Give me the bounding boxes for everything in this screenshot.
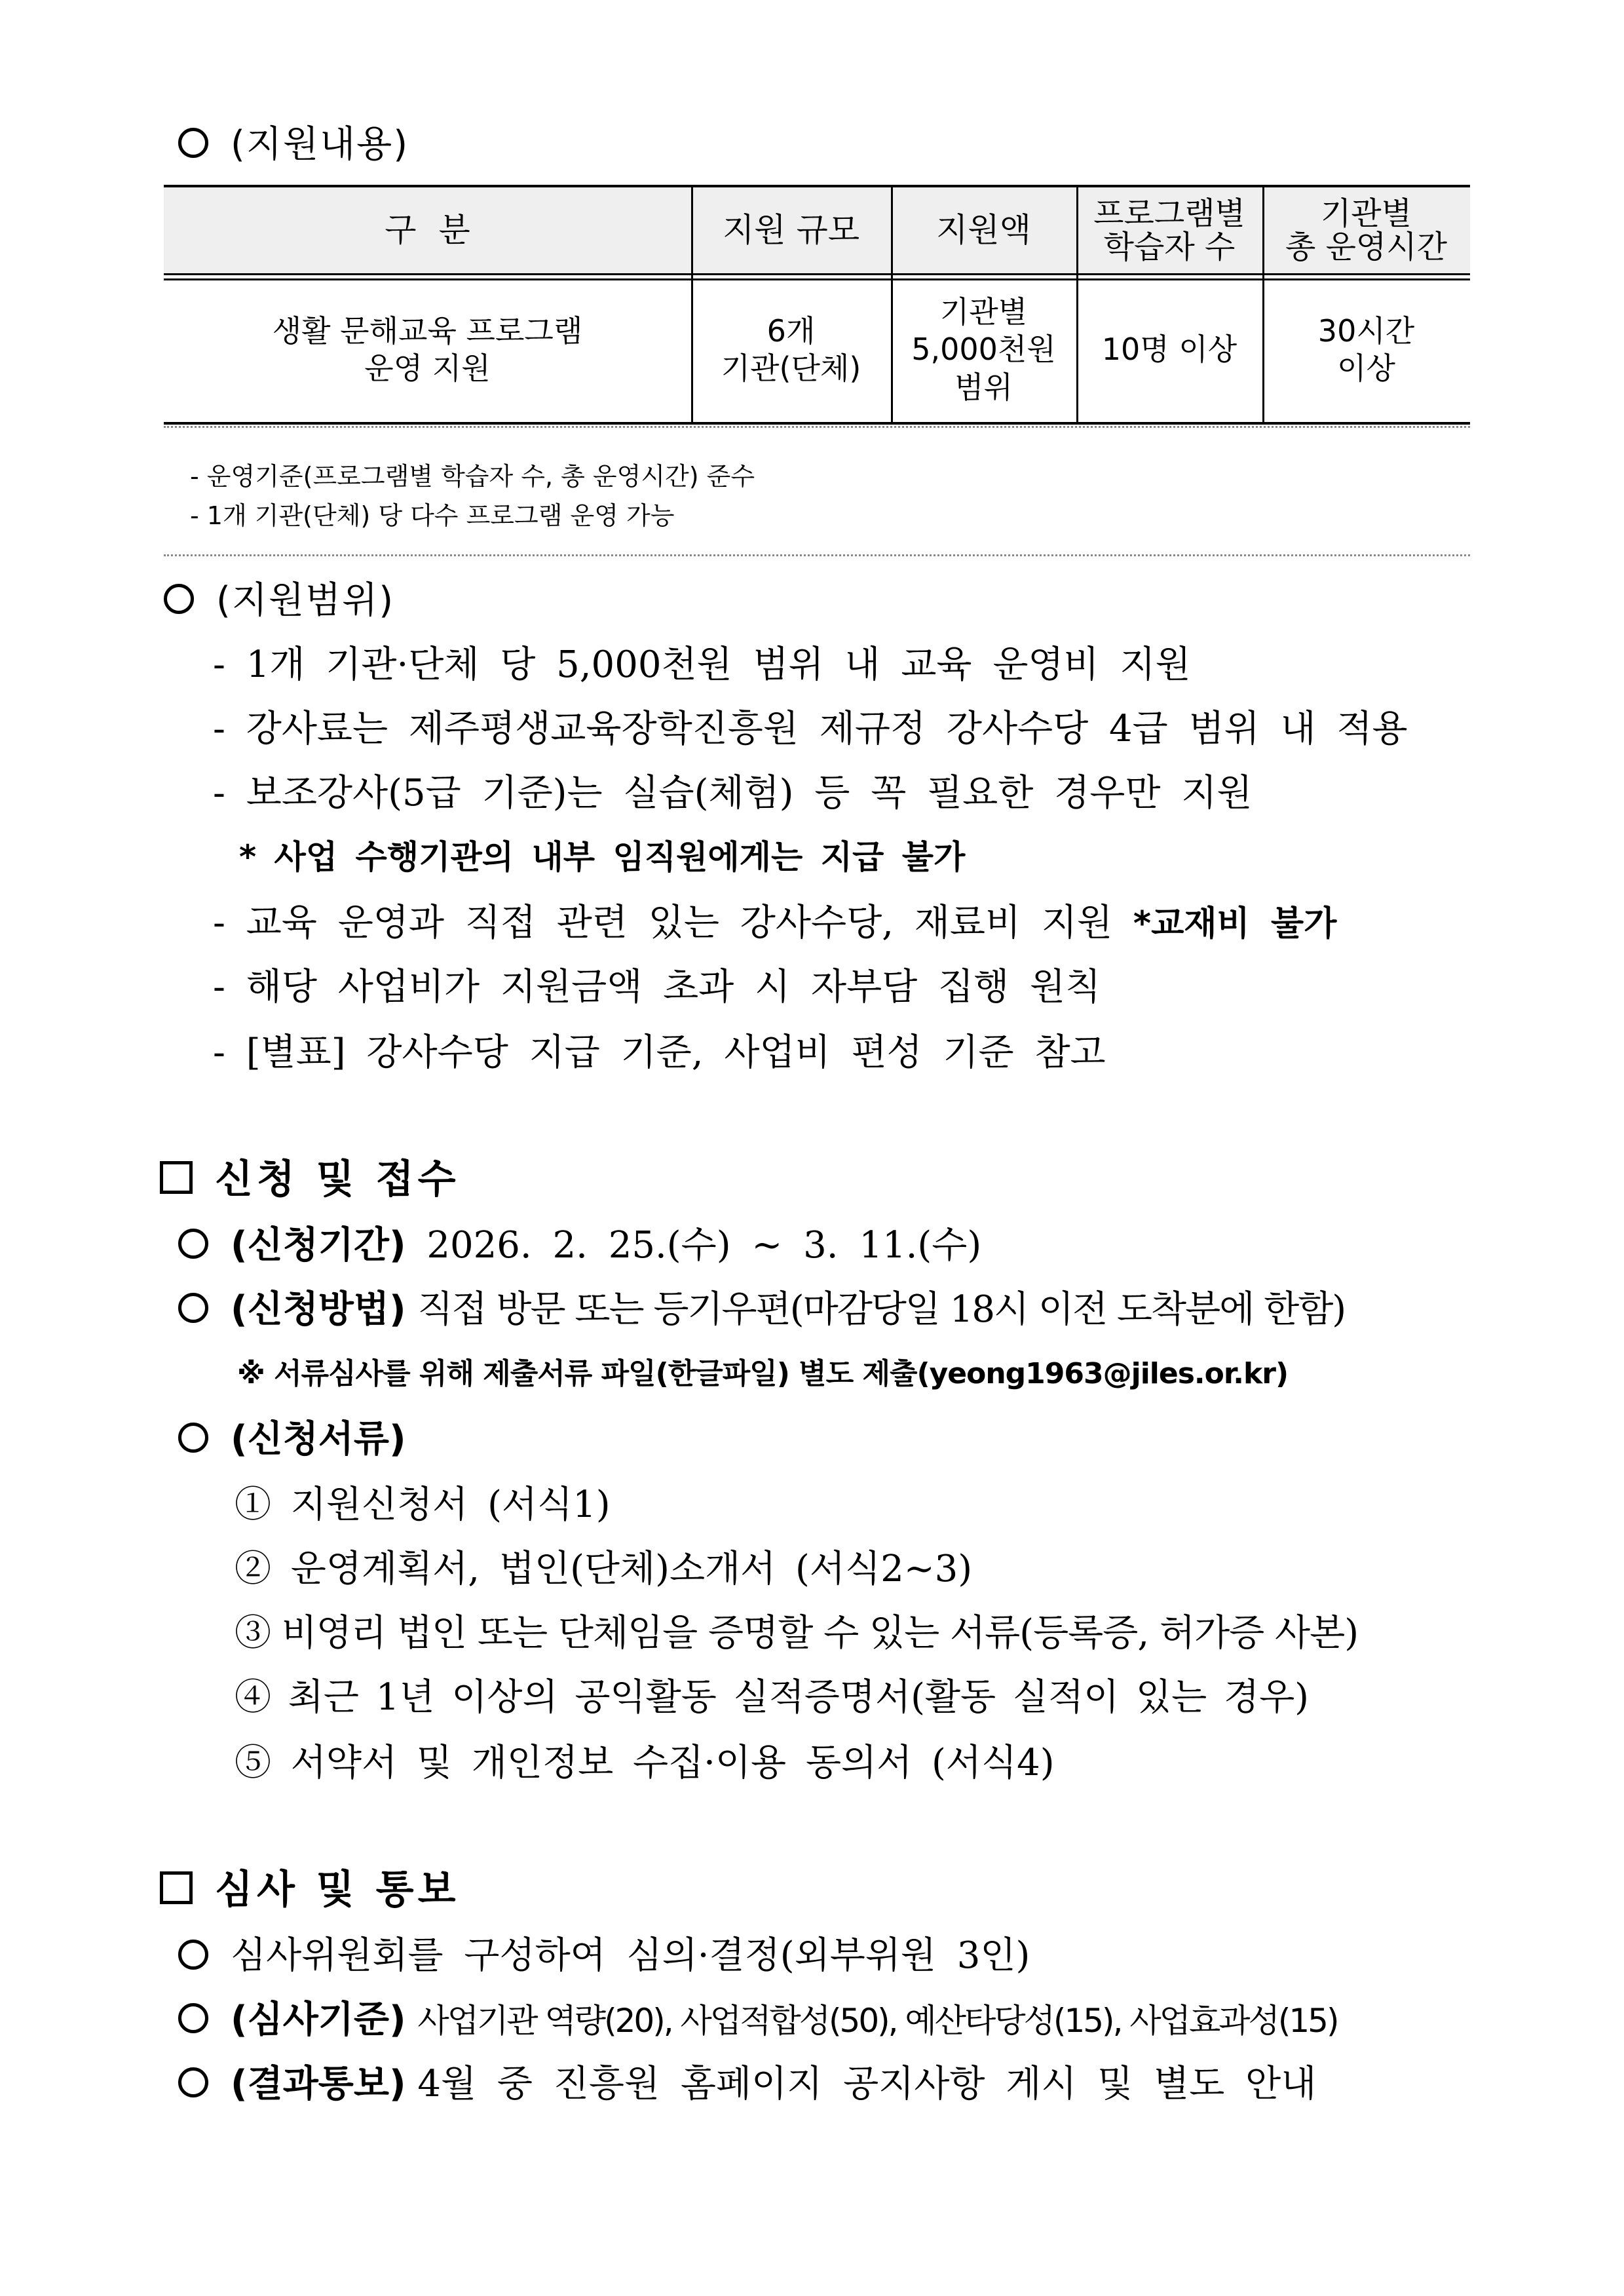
circle-bullet-icon — [178, 128, 208, 158]
header-learners-per-program: 프로그램별 학습자 수 — [1093, 195, 1245, 265]
header-total-operating-hours: 기관별 총 운영시간 — [1285, 195, 1448, 265]
review-committee: 심사위원회를 구성하여 심의·결정(외부위원 3인) — [178, 1926, 1030, 1979]
circle-bullet-icon — [178, 1423, 208, 1453]
scope-item-1: - 1개 기관·단체 당 5,000천원 범위 내 교육 운영비 지원 — [213, 643, 1191, 686]
review-section-title: 심사 및 통보 — [160, 1858, 460, 1915]
application-section-title: 신청 및 접수 — [160, 1148, 460, 1204]
header-support-amount: 지원액 — [936, 211, 1031, 250]
application-docs-heading: (신청서류) — [178, 1410, 406, 1463]
cell-learners: 10명 이상 — [1101, 332, 1237, 368]
note-1: - 운영기준(프로그램별 학습자 수, 총 운영시간) 준수 — [190, 462, 755, 491]
doc-item-5: ⑤ 서약서 및 개인정보 수집·이용 동의서 (서식4) — [235, 1742, 1055, 1784]
scope-item-3: - 보조강사(5급 기준)는 실습(체험) 등 꼭 필요한 경우만 지원 — [213, 772, 1253, 814]
support-content-heading: (지원내용) — [178, 115, 409, 168]
application-file-note: ※ 서류심사를 위해 제출서류 파일(한글파일) 별도 제출(yeong1963@jiles.or.kr) — [237, 1357, 1289, 1390]
scope-note-textbook: *교재비 불가 — [1133, 904, 1337, 944]
scope-note-staff: * 사업 수행기관의 내부 임직원에게는 지급 불가 — [239, 838, 966, 876]
cell-program-name: 생활 문해교육 프로그램 운영 지원 — [272, 313, 583, 386]
cell-support-scale: 6개 기관(단체) — [721, 313, 861, 386]
header-support-scale: 지원 규모 — [722, 211, 860, 250]
note-2: - 1개 기관(단체) 당 다수 프로그램 운영 가능 — [190, 501, 675, 530]
scope-item-4: - 교육 운영과 직접 관련 있는 강사수당, 재료비 지원 *교재비 불가 — [213, 902, 1337, 944]
divider — [164, 426, 1470, 428]
square-bullet-icon — [160, 1871, 193, 1904]
doc-item-1: ① 지원신청서 (서식1) — [235, 1483, 611, 1526]
doc-item-4: ④ 최근 1년 이상의 공익활동 실적증명서(활동 실적이 있는 경우) — [235, 1676, 1310, 1719]
application-method: (신청방법) 직접 방문 또는 등기우편(마감당일 18시 이전 도착분에 한함) — [178, 1280, 1345, 1333]
doc-item-2: ② 운영계획서, 법인(단체)소개서 (서식2~3) — [235, 1548, 973, 1590]
scope-item-2: - 강사료는 제주평생교육장학진흥원 제규정 강사수당 4급 범위 내 적용 — [213, 708, 1408, 750]
header-category: 구 분 — [385, 211, 470, 250]
support-table — [164, 185, 1470, 425]
circle-bullet-icon — [178, 1293, 208, 1323]
application-period: (신청기간) 2026. 2. 25.(수) ~ 3. 11.(수) — [178, 1216, 981, 1269]
circle-bullet-icon — [178, 1229, 208, 1259]
circle-bullet-icon — [178, 2067, 208, 2097]
review-result: (결과통보) 4월 중 진흥원 홈페이지 공지사항 게시 및 별도 안내 — [178, 2055, 1316, 2107]
circle-bullet-icon — [164, 584, 194, 614]
doc-item-3: ③ 비영리 법인 또는 단체임을 증명할 수 있는 서류(등록증, 허가증 사본) — [235, 1612, 1359, 1655]
cell-operating-hours: 30시간 이상 — [1317, 313, 1415, 386]
circle-bullet-icon — [178, 1940, 208, 1970]
cell-support-amount: 기관별 5,000천원 범위 — [911, 294, 1056, 405]
divider — [164, 554, 1470, 556]
review-criteria: (심사기준) 사업기관 역량(20), 사업적합성(50), 예산타당성(15), 사업효과성(15) — [178, 1991, 1338, 2043]
support-scope-heading: (지원범위) — [164, 571, 394, 624]
scope-item-6: - [별표] 강사수당 지급 기준, 사업비 편성 기준 참고 — [213, 1031, 1106, 1074]
square-bullet-icon — [160, 1161, 193, 1194]
scope-item-5: - 해당 사업비가 지원금액 초과 시 자부담 집행 원칙 — [213, 966, 1101, 1008]
circle-bullet-icon — [178, 2003, 208, 2033]
